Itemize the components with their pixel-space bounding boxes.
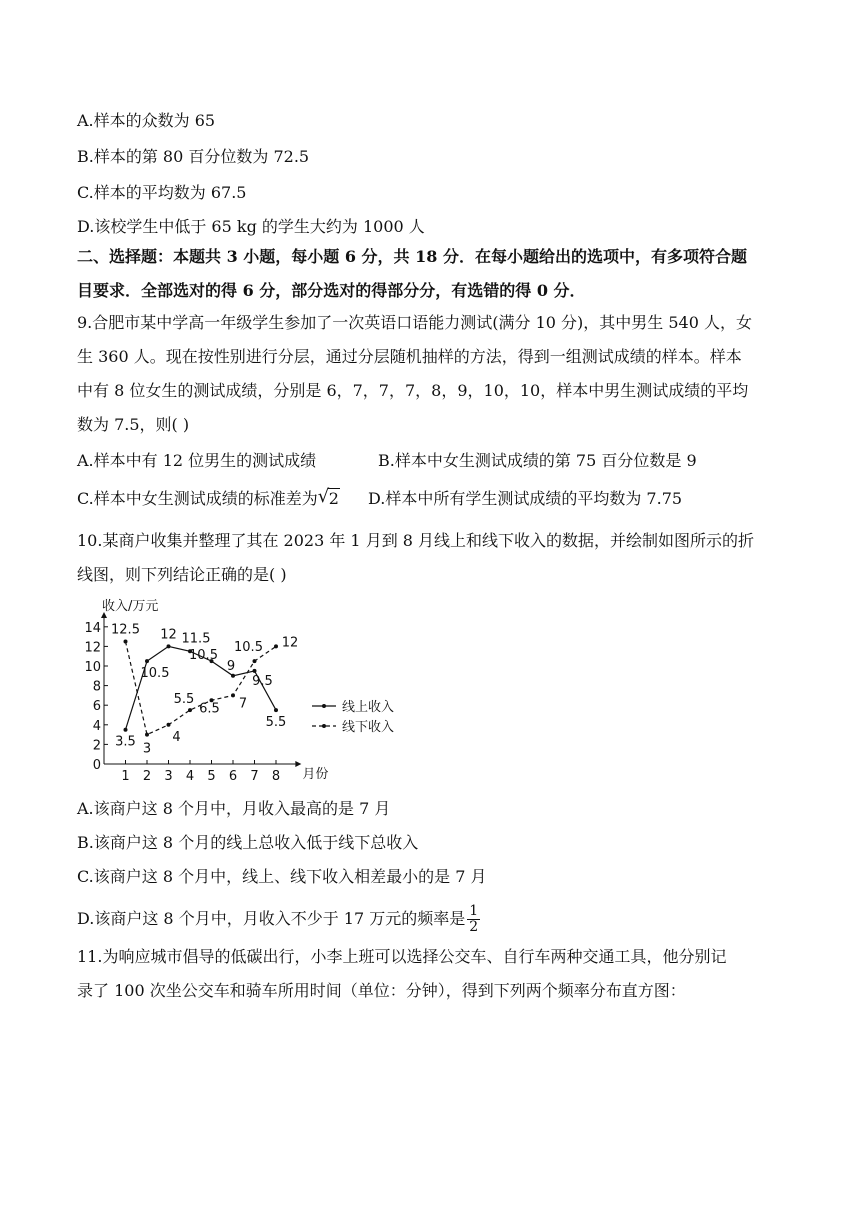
q11-stem-line1: 11.为响应城市倡导的低碳出行，小李上班可以选择公交车、自行车两种交通工具，他分别记 bbox=[77, 947, 727, 966]
income-line-chart bbox=[84, 594, 414, 786]
q9-option-c bbox=[77, 488, 340, 510]
q9-stem-line1: 9.合肥市某中学高一年级学生参加了一次英语口语能力测试(满分 10 分)，其中男生 540 人，女 bbox=[77, 313, 752, 332]
fraction-denominator: 2 bbox=[469, 919, 479, 935]
y-tick-label: 12 bbox=[84, 640, 101, 656]
data-label: 9 bbox=[226, 658, 236, 674]
q10-stem-line2: 线图，则下列结论正确的是( ) bbox=[77, 565, 287, 584]
q8-option-a: A.样本的众数为 65 bbox=[77, 111, 216, 130]
data-label: 3 bbox=[142, 741, 152, 757]
q9-option-c-text: C.样本中女生测试成绩的标准差为 bbox=[77, 489, 318, 508]
legend-marker bbox=[322, 724, 326, 728]
q8-option-d: D.该校学生中低于 65 kg 的学生大约为 1000 人 bbox=[77, 217, 425, 236]
data-label: 11.5 bbox=[181, 631, 211, 647]
y-tick-label: 10 bbox=[84, 660, 101, 675]
x-tick-label: 5 bbox=[207, 769, 216, 784]
data-label: 10.5 bbox=[140, 666, 170, 682]
q9-option-d: D.样本中所有学生测试成绩的平均数为 7.75 bbox=[368, 489, 683, 508]
y-tick-label: 14 bbox=[84, 620, 101, 636]
q9-stem-line3: 中有 8 位女生的测试成绩，分别是 6，7，7，7，8，9，10，10，样本中男生测试成绩的平均 bbox=[77, 381, 749, 400]
data-point bbox=[253, 669, 257, 673]
x-tick-label: 7 bbox=[250, 769, 259, 784]
data-point bbox=[167, 723, 171, 727]
x-tick-label: 6 bbox=[228, 769, 238, 784]
data-label: 5.5 bbox=[265, 715, 287, 731]
q8-option-c: C.样本的平均数为 67.5 bbox=[77, 183, 247, 202]
q8-option-b: B.样本的第 80 百分位数为 72.5 bbox=[77, 147, 310, 166]
x-tick-label: 2 bbox=[142, 769, 152, 784]
q10-option-d-text: D.该商户这 8 个月中，月收入不少于 17 万元的频率是 bbox=[77, 909, 466, 928]
data-label: 3.5 bbox=[115, 734, 136, 750]
fraction-numerator: 1 bbox=[469, 903, 479, 919]
q10-option-d bbox=[77, 904, 480, 935]
x-tick-label: 8 bbox=[271, 769, 281, 784]
data-label: 12.5 bbox=[111, 622, 140, 638]
data-point bbox=[231, 693, 235, 697]
data-label: 10.5 bbox=[189, 648, 218, 664]
x-axis-arrow bbox=[295, 761, 301, 767]
q9-option-a: A.样本中有 12 位男生的测试成绩 bbox=[77, 451, 317, 470]
y-tick-label: 0 bbox=[92, 758, 101, 773]
y-tick-label: 2 bbox=[92, 738, 101, 754]
data-label: 5.5 bbox=[173, 692, 195, 708]
data-point bbox=[145, 733, 149, 737]
q9-stem-line2: 生 360 人。现在按性别进行分层，通过分层随机抽样的方法，得到一组测试成绩的样本。样本 bbox=[77, 347, 742, 366]
data-point bbox=[124, 728, 128, 732]
x-tick-label: 1 bbox=[121, 769, 130, 784]
y-tick-label: 4 bbox=[92, 718, 101, 734]
data-label: 12 bbox=[281, 635, 299, 651]
data-label: 6.5 bbox=[199, 701, 220, 717]
data-label: 7 bbox=[238, 696, 248, 712]
y-tick-label: 6 bbox=[92, 699, 101, 715]
legend-label: 线上收入 bbox=[342, 700, 395, 715]
q10-option-b: B.该商户这 8 个月的线上总收入低于线下总收入 bbox=[77, 833, 419, 852]
legend-label: 线下收入 bbox=[342, 720, 395, 735]
data-point bbox=[167, 644, 171, 648]
data-label: 4 bbox=[172, 729, 181, 745]
data-point bbox=[145, 659, 149, 663]
sqrt-expression: √ 2 bbox=[317, 486, 339, 508]
data-point bbox=[274, 644, 278, 648]
data-point bbox=[188, 708, 192, 712]
x-tick-label: 3 bbox=[164, 769, 173, 784]
q9-stem-line4: 数为 7.5，则( ) bbox=[77, 415, 190, 434]
data-point bbox=[231, 674, 235, 678]
x-axis-label: 月份 bbox=[302, 767, 329, 782]
q10-stem-line1: 10.某商户收集并整理了其在 2023 年 1 月到 8 月线上和线下收入的数据，并绘制如图所示的折 bbox=[77, 531, 755, 550]
legend-marker bbox=[322, 704, 326, 708]
fraction bbox=[467, 904, 480, 935]
x-tick-label: 4 bbox=[185, 769, 195, 784]
data-point bbox=[274, 708, 278, 712]
q10-option-c: C.该商户这 8 个月中，线上、线下收入相差最小的是 7 月 bbox=[77, 867, 487, 886]
data-point bbox=[124, 640, 128, 644]
data-label: 9.5 bbox=[252, 673, 273, 689]
section2-heading-line2: 目要求．全部选对的得 6 分，部分选对的得部分分，有选错的得 0 分． bbox=[77, 281, 586, 300]
section2-heading-line1: 二、选择题：本题共 3 小题，每小题 6 分，共 18 分．在每小题给出的选项中，有多项符合题 bbox=[77, 247, 747, 266]
sqrt-radicand: 2 bbox=[328, 489, 339, 508]
y-axis-label: 收入/万元 bbox=[102, 598, 159, 614]
data-label: 10.5 bbox=[234, 640, 263, 656]
q11-stem-line2: 录了 100 次坐公交车和骑车所用时间（单位：分钟），得到下列两个频率分布直方图： bbox=[77, 981, 686, 1000]
q10-option-a: A.该商户这 8 个月中，月收入最高的是 7 月 bbox=[77, 799, 391, 818]
data-label: 12 bbox=[160, 627, 177, 643]
data-point bbox=[253, 659, 257, 663]
y-tick-label: 8 bbox=[92, 679, 101, 695]
q9-option-b: B.样本中女生测试成绩的第 75 百分位数是 9 bbox=[378, 451, 697, 470]
